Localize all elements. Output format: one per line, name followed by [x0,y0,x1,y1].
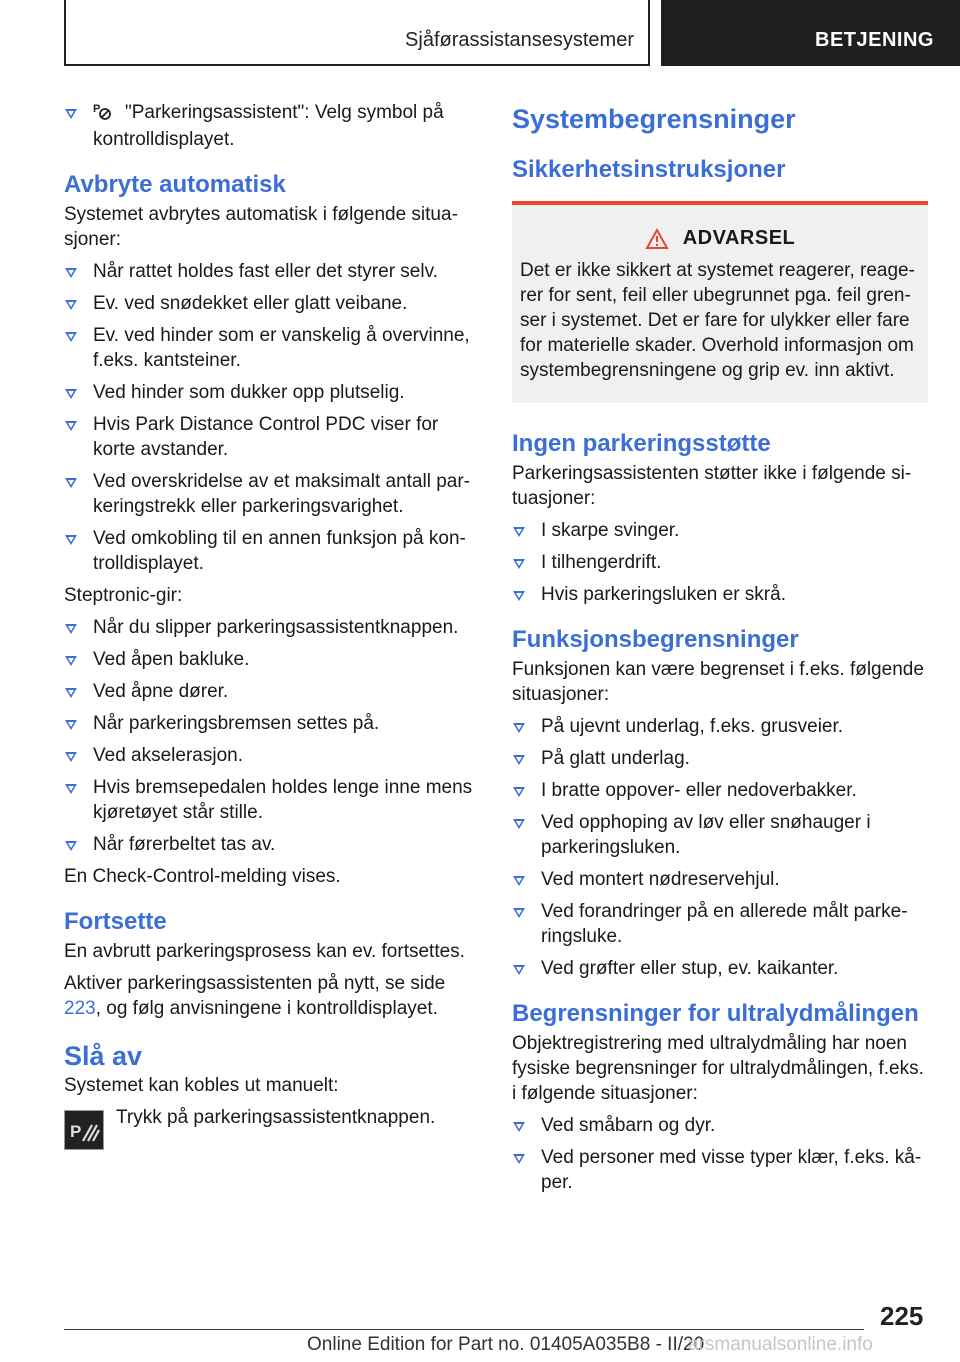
svg-text:P: P [93,103,101,115]
page-number: 225 [880,1301,924,1331]
bullet-triangle-icon [513,965,525,975]
bullet-triangle-icon [513,908,525,918]
bullet-triangle-icon [65,688,77,698]
bullet-triangle-icon [65,784,77,794]
parking-assistant-button-icon [64,1110,104,1150]
footer-edition: Online Edition for Part no. 01405A035B8 - II/20 [307,1334,705,1355]
list-item: Ved småbarn og dyr. [512,1113,928,1138]
list-item: I tilhengerdrift. [512,550,928,575]
list-item: I bratte oppover- eller nedoverbakker. [512,778,928,803]
bullet-triangle-icon [65,752,77,762]
bullet-triangle-icon [65,841,77,851]
bullet-triangle-icon [65,332,77,342]
list-ultralyd [512,1113,928,1195]
list-funksjon [512,714,928,981]
list-item: I skarpe svinger. [512,518,928,543]
list-item: Ev. ved snødekket eller glatt veibane. [64,291,480,316]
section-text: En avbrutt parkeringsprosess kan ev. fortsettes. [64,941,465,962]
footer-divider [64,1329,864,1330]
section-title-ultralyd: Begrensninger for ultralydmålingen [512,1000,919,1027]
header-section-title: Sjåførassistansesystemer [405,29,634,51]
warning-box [512,201,928,403]
parking-assistant-icon [93,102,113,127]
section-title-funksjon: Funksjonsbegrensninger [512,626,799,653]
steptronic-label: Steptronic-gir: [64,585,183,606]
section-title-sla-av: Slå av [64,1041,143,1071]
list-item: Ved akselerasjon. [64,743,480,768]
svg-text:P: P [70,1122,82,1141]
list-item: Ved åpne dører. [64,679,480,704]
bullet-triangle-icon [65,656,77,666]
bullet-triangle-icon [65,535,77,545]
bullet-triangle-icon [513,1122,525,1132]
bullet-triangle-icon [65,268,77,278]
bullet-triangle-icon [513,819,525,829]
bullet-triangle-icon [513,723,525,733]
section-text: Funksjonen kan være begrenset i f.eks. følgende situasjoner: [512,659,924,705]
bullet-triangle-icon [513,591,525,601]
bullet-triangle-icon [513,755,525,765]
list-avbryte [64,259,480,576]
list-item: Når rattet holdes fast eller det styrer selv. [64,259,480,284]
sub-title: Sikkerhetsinstruksjoner [512,156,786,183]
list-item: Ved grøfter eller stup, ev. kaikanter. [512,956,928,981]
section-text: Objektregistrering med ultralydmåling har noen fysiske begrensninger for ultralydmålingen, f.eks. i følgende situasjoner: [512,1033,924,1104]
list-ingen [512,518,928,607]
bullet-triangle-icon [65,478,77,488]
list-item: Ved opphoping av løv eller snøhauger i parkeringsluken. [512,810,928,860]
list-item: Når du slipper parkeringsassistentknappen. [64,615,480,640]
list-item: P "Parkeringsassistent": Velg symbol på kontrolldisplayet. [64,100,480,152]
list-item: Ved personer med visse typer klær, f.eks. kåper. [512,1145,928,1195]
list-item: Når førerbeltet tas av. [64,832,480,857]
list-item: Ved omkobling til en annen funksjon på kontrolldisplayet. [64,526,480,576]
list-item: På glatt underlag. [512,746,928,771]
bullet-triangle-icon [65,389,77,399]
warning-text: Det er ikke sikkert at systemet reagerer, reagerer for sent, feil eller ubegrunnet pga. feil grenser i systemet. Det er fare for ulykker eller fare for materielle skader. Overhold informasjon om systembegrensningene og grip ev. inn aktivt. [520,260,915,381]
list-item: Ved overskridelse av et maksimalt antall parkeringstrekk eller parkeringsvarighet. [64,469,480,519]
bullet-triangle-icon [513,527,525,537]
bullet-triangle-icon [65,720,77,730]
list-item: Ev. ved hinder som er vanskelig å overvinne, f.eks. kantsteiner. [64,323,480,373]
section-title-ingen: Ingen parkeringsstøtte [512,430,771,457]
list-item: Hvis bremsepedalen holdes lenge inne mens kjøretøyet står stille. [64,775,480,825]
bullet-triangle-icon [65,300,77,310]
button-instruction: P Trykk på parkeringsassistentknappen. [64,1105,480,1149]
section-text-with-link: Aktiver parkeringsassistenten på nytt, se side 223, og følg anvisningene i kontrolldisplayet. [64,973,446,1019]
list-item: Når parkeringsbremsen settes på. [64,711,480,736]
list-item: Ved åpen bakluke. [64,647,480,672]
left-column [64,100,480,1149]
list-steptronic [64,615,480,857]
section-text: Systemet kan kobles ut manuelt: [64,1075,339,1096]
bullet-triangle-icon [513,559,525,569]
header-section-box [64,0,650,66]
header-chapter-box [661,0,960,66]
list-item: På ujevnt underlag, f.eks. grusveier. [512,714,928,739]
warning-title: ADVARSEL [520,227,920,250]
main-title: Systembegrensninger [512,104,796,134]
page-reference-link[interactable]: 223 [64,998,96,1019]
bullet-triangle-icon [513,1154,525,1164]
right-column [512,100,928,1202]
list-item: Hvis Park Distance Control PDC viser for korte avstander. [64,412,480,462]
bullet-triangle-icon [513,876,525,886]
check-control-note: En Check-Control-melding vises. [64,866,341,887]
bullet-triangle-icon [513,787,525,797]
section-text: Parkeringsassistenten støtter ikke i følgende situasjoner: [512,463,912,509]
list-item: Ved forandringer på en allerede målt parkeringsluke. [512,899,928,949]
section-title-fortsette: Fortsette [64,908,167,935]
footer-watermark: arsmanualsonline.info [688,1334,873,1355]
bullet-triangle-icon [65,624,77,634]
section-title-avbryte: Avbryte automatisk [64,171,286,198]
bullet-triangle-icon [65,109,77,119]
list-item: Ved hinder som dukker opp plutselig. [64,380,480,405]
header-chapter-title: BETJENING [815,29,934,51]
list-item: Hvis parkeringsluken er skrå. [512,582,928,607]
warning-triangle-icon [645,228,669,250]
list-item: Ved montert nødreservehjul. [512,867,928,892]
section-text: Systemet avbrytes automatisk i følgende situasjoner: [64,204,458,250]
bullet-triangle-icon [65,421,77,431]
